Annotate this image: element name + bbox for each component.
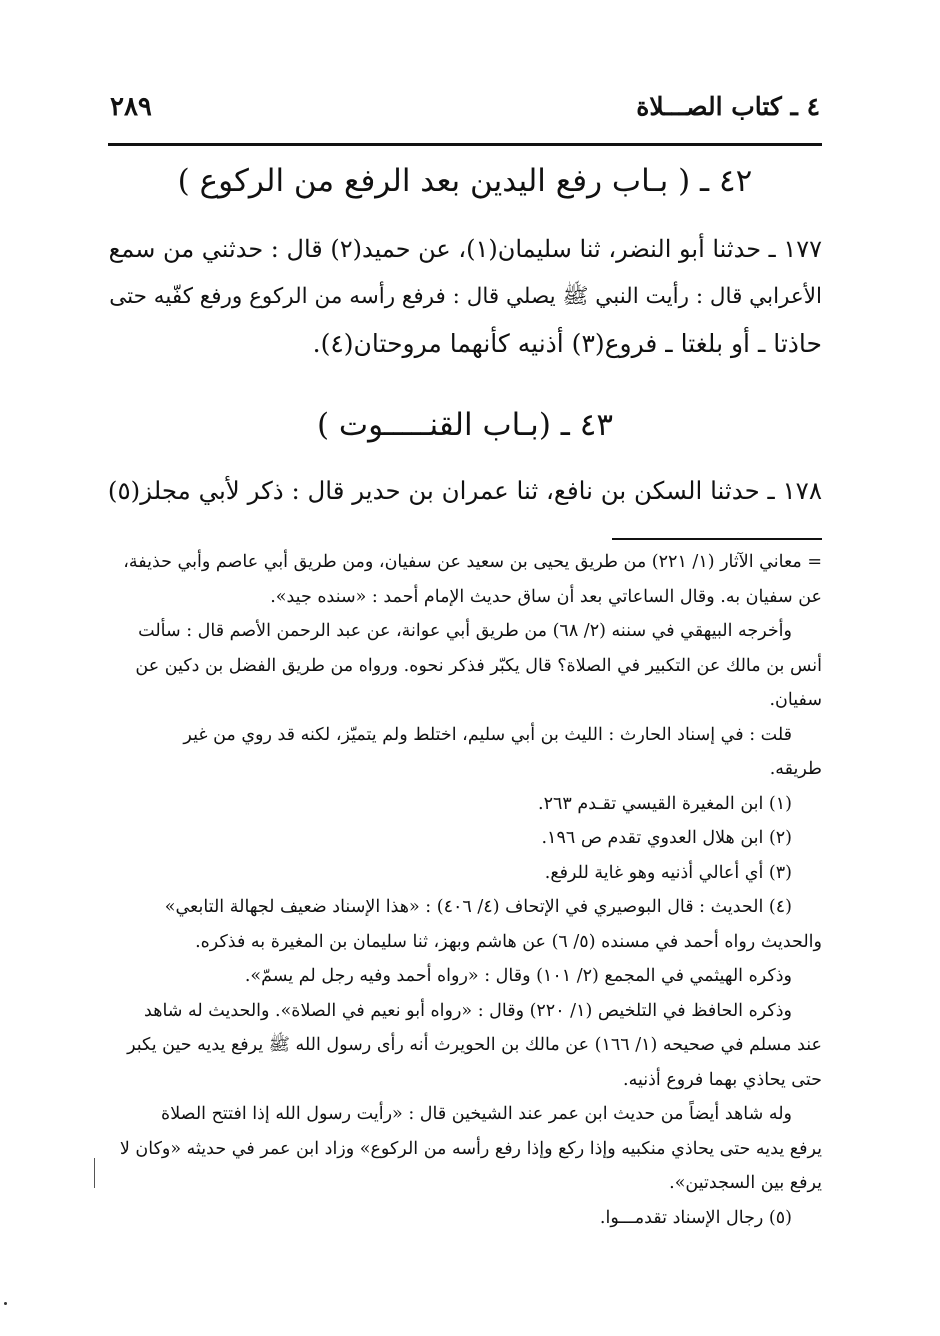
footnote-line: وذكره الحافظ في التلخيص (١/ ٢٢٠) وقال : «رواه أبو نعيم في الصلاة». والحديث له شاهد (144, 1000, 792, 1021)
footnote-line: = معاني الآثار (١/ ٢٢١) من طريق يحيى بن سعيد عن سفيان، ومن طريق أبي عاصم وأبي حذيفة، (123, 552, 822, 572)
footnote-line: حتى يحاذي بهما فروع أذنيه. (623, 1069, 822, 1090)
page-number: ٢٨٩ (110, 92, 152, 122)
hadith-177-line: حاذتا ـ أو بلغتا ـ فروع(٣) أذنيه كأنهما مروحتان(٤). (312, 329, 822, 358)
footnote-rule (612, 538, 822, 540)
hadith-178-line: ١٧٨ ـ حدثنا السكن بن نافع، ثنا عمران بن حدير قال : ذكر لأبي مجلز(٥) (107, 476, 822, 505)
footnote-line: عند مسلم في صحيحه (١/ ١٦٦) عن مالك بن الحويرث أنه رأى رسول الله ﷺ يرفع يديه حين يكبر (127, 1035, 822, 1055)
footnotes (108, 545, 822, 1235)
hadith-177-line: ١٧٧ ـ حدثنا أبو النضر، ثنا سليمان(١)، عن حميد(٢) قال : حدثني من سمع (108, 235, 822, 263)
footnote-line: وذكره الهيثمي في المجمع (٢/ ١٠١) وقال : «رواه أحمد وفيه رجل لم يسمّ». (244, 966, 792, 986)
footnote-line: (١) ابن المغيرة القيسي تقـدم ٢٦٣. (538, 793, 792, 814)
footnote-line: يرفع بين السجدتين». (669, 1173, 822, 1193)
footnote-line: أنس بن مالك عن التكبير في الصلاة؟ قال يكبّر فذكر نحوه. ورواه من طريق الفضل بن دكين عن (135, 655, 822, 676)
footnote-line: سفيان. (769, 690, 822, 710)
footnote-line: (٥) رجال الإسناد تقدمـــوا. (599, 1207, 792, 1228)
chapter-43-title: ٤٣ ـ (بـاب القنـــــوت ) (316, 407, 614, 443)
margin-mark (94, 1158, 95, 1188)
hadith-178 (108, 467, 822, 514)
footnote-line: وأخرجه البيهقي في سننه (٢/ ٦٨) من طريق أبي عوانة، عن عبد الرحمن الأصم قال : سألت (138, 621, 792, 641)
running-header (110, 92, 820, 132)
hadith-177-line: الأعرابي قال : رأيت النبي ﷺ يصلي قال : فرفع رأسه من الركوع ورفع كفّيه حتى (109, 284, 822, 309)
footnote-line: يرفع يديه حتى يحاذي منكبيه وإذا ركع وإذا رفع رأسه من الركوع» وزاد ابن عمر في حديثه «وكان لا (119, 1138, 822, 1159)
footnote-line: عن سفيان به. وقال الساعاتي بعد أن ساق حديث الإمام أحمد : «سنده جيد». (270, 586, 822, 607)
footnote-line: طريقه. (769, 759, 822, 779)
footnote-line: (٣) أي أعالي أذنيه وهو غاية للرفع. (544, 862, 792, 883)
footnote-line: وله شاهد أيضاً من حديث ابن عمر عند الشيخين قال : «رأيت رسول الله إذا افتتح الصلاة (161, 1104, 792, 1124)
chapter-42-title: ٤٢ ـ ( بـاب رفع اليدين بعد الرفع من الركوع ) (177, 163, 753, 199)
header-rule (108, 143, 822, 146)
book-title: ٤ ـ كتاب الصـــلاة (636, 92, 820, 121)
scan-speck (4, 1302, 7, 1305)
footnote-line: (٢) ابن هلال العدوي تقدم ص ١٩٦. (541, 828, 792, 848)
footnote-line: (٤) الحديث : قال البوصيري في الإتحاف (٤/ ٤٠٦) : «هذا الإسناد ضعيف لجهالة التابعي» (164, 897, 792, 917)
hadith-177 (108, 226, 822, 367)
footnote-line: والحديث رواه أحمد في مسنده (٥/ ٦) عن هاشم وبهز، ثنا سليمان بن المغيرة به فذكره. (195, 931, 822, 952)
footnote-line: قلت : في إسناد الحارث : الليث بن أبي سليم، اختلط ولم يتميّز، لكنه قد روي من غير (183, 724, 792, 745)
